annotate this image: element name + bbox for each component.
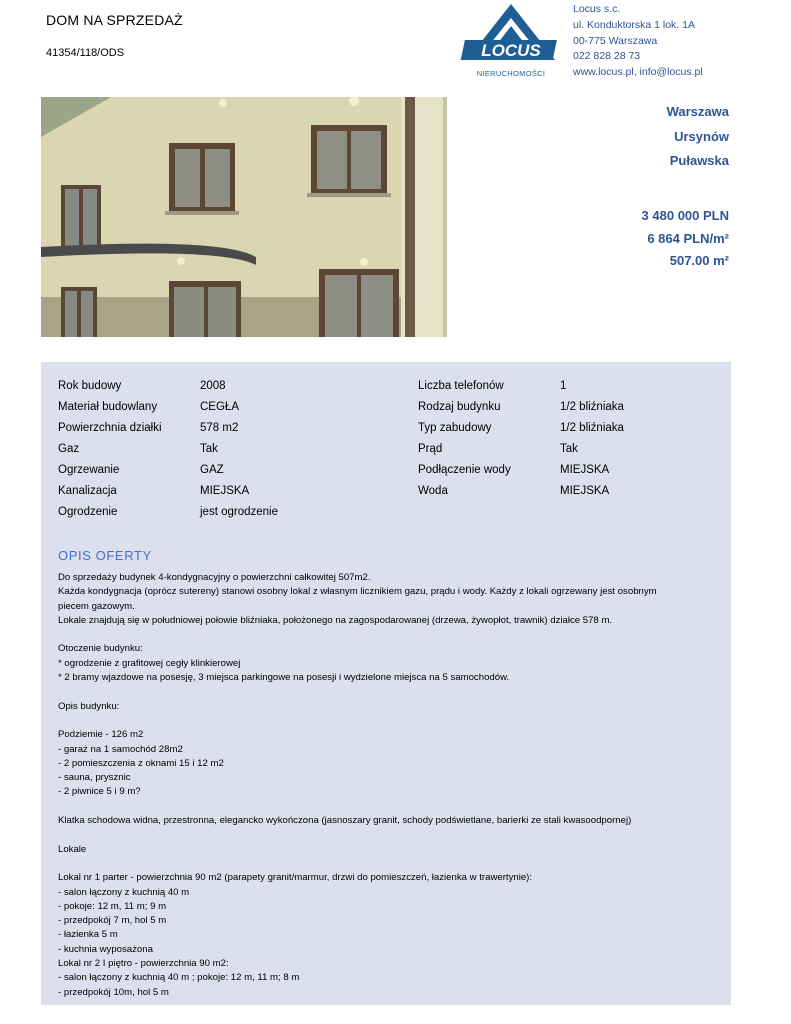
description-line: piecem gazowym. — [58, 600, 135, 612]
property-value: Tak — [560, 443, 578, 455]
property-label: Liczba telefonów — [418, 380, 504, 392]
company-city: 00-775 Warszawa — [573, 34, 658, 47]
description-line — [58, 714, 718, 728]
property-label: Ogrzewanie — [58, 464, 120, 476]
description-line: - przedpokój 10m, hol 5 m — [58, 986, 169, 998]
property-value: MIEJSKA — [560, 464, 610, 476]
description-line: * 2 bramy wjazdowe na posesję, 3 miejsca parkingowe na posesji i wydzielone miejsca na 5 samochodów. — [58, 672, 510, 684]
description-line: - salon łączony z kuchnią 40 m — [58, 886, 190, 898]
property-value: 2008 — [200, 380, 226, 392]
details-panel — [41, 362, 731, 1005]
description-line: * ogrodzenie z grafitowej cegły klinkierowej — [58, 657, 241, 669]
property-label: Ogrodzenie — [58, 506, 118, 518]
property-label: Typ zabudowy — [418, 422, 492, 434]
description-line — [58, 828, 718, 842]
company-street: ul. Konduktorska 1 lok. 1A — [573, 18, 695, 31]
page-title: DOM NA SPRZEDAŻ — [46, 12, 183, 28]
property-value: 1/2 bliźniaka — [560, 401, 624, 413]
company-phone: 022 828 28 73 — [573, 50, 641, 63]
description-line — [58, 628, 718, 642]
price-block — [642, 205, 729, 273]
description-line — [58, 857, 718, 871]
price-per-m2: 6 864 PLN/m² — [647, 230, 729, 246]
description-heading: OPIS OFERTY — [58, 548, 152, 563]
description-text — [58, 571, 718, 1000]
description-line: - sauna, prysznic — [58, 772, 131, 784]
property-label: Kanalizacja — [58, 485, 117, 497]
property-value: Tak — [200, 443, 218, 455]
company-web: www.locus.pl, info@locus.pl — [573, 66, 703, 79]
description-line: - łazienka 5 m — [58, 929, 118, 941]
house-photo — [41, 97, 447, 337]
property-value: CEGŁA — [200, 401, 239, 413]
property-label: Rodzaj budynku — [418, 401, 501, 413]
description-line: - 2 pomieszczenia z oknami 15 i 12 m2 — [58, 757, 224, 769]
location-street: Puławska — [669, 153, 729, 168]
property-value: 1/2 bliźniaka — [560, 422, 624, 434]
description-line: - przedpokój 7 m, hol 5 m — [58, 915, 167, 927]
property-label: Rok budowy — [58, 380, 122, 392]
description-line: - garaż na 1 samochód 28m2 — [58, 743, 183, 755]
area: 507.00 m² — [669, 253, 729, 268]
description-line: - salon łączony z kuchnią 40 m ; pokoje: 12 m, 11 m; 8 m — [58, 972, 300, 984]
property-label: Woda — [418, 485, 448, 497]
property-label: Gaz — [58, 443, 80, 455]
location-district: Ursynów — [674, 128, 729, 144]
description-line: - 2 piwnice 5 i 9 m? — [58, 786, 141, 798]
property-label: Powierzchnia działki — [58, 422, 162, 434]
description-line: Do sprzedaży budynek 4-kondygnacyjny o powierzchni całkowitej 507m2. — [58, 572, 371, 583]
logo-subtext: NIERUCHOMOŚCI — [476, 69, 546, 78]
location-block — [667, 100, 729, 174]
description-line: Klatka schodowa widna, przestronna, elegancko wykończona (jasnoszary granit, schody podświetlane, barierki ze stali kwasoodpornej) — [58, 815, 632, 827]
property-value: jest ogrodzenie — [200, 506, 278, 518]
property-label: Materiał budowlany — [58, 401, 158, 413]
property-value: MIEJSKA — [200, 485, 250, 497]
description-line — [58, 800, 718, 814]
price-total: 3 480 000 PLN — [641, 208, 729, 223]
description-line: Lokale — [58, 843, 87, 855]
property-value: 578 m2 — [200, 422, 239, 434]
location-city: Warszawa — [666, 104, 729, 119]
description-line: Otoczenie budynku: — [58, 643, 143, 655]
company-contact — [573, 2, 703, 81]
description-line: Lokale znajdują się w południowej połowie bliźniaka, położonego na zagospodarowanej (drzewa, żywopłot, trawnik) działce 578 m. — [58, 614, 613, 626]
offer-reference: 41354/118/ODS — [46, 47, 125, 59]
description-line: Opis budynku: — [58, 700, 120, 712]
description-line: Lokal nr 2 I piętro - powierzchnia 90 m2: — [58, 958, 229, 970]
description-line: - pokoje: 12 m, 11 m; 9 m — [58, 900, 167, 912]
property-value: GAZ — [200, 464, 224, 476]
property-value: 1 — [560, 380, 567, 392]
locus-logo — [459, 2, 563, 82]
property-label: Podłączenie wody — [418, 464, 511, 476]
property-value: MIEJSKA — [560, 485, 610, 497]
description-line — [58, 685, 718, 699]
description-line: Każda kondygnacja (oprócz sutereny) stanowi osobny lokal z własnym licznikiem gazu, prądu i wody. Każdy z lokali ogrzewany jest osobnym — [58, 586, 657, 598]
description-line: - kuchnia wyposażona — [58, 943, 153, 955]
description-line: Lokal nr 1 parter - powierzchnia 90 m2 (parapety granit/marmur, drzwi do pomieszczeń, łazienka w trawertynie): — [58, 872, 533, 884]
property-label: Prąd — [418, 443, 443, 455]
description-line: Podziemie - 126 m2 — [58, 729, 144, 741]
company-name: Locus s.c. — [573, 3, 621, 15]
logo-text: LOCUS — [481, 41, 541, 60]
